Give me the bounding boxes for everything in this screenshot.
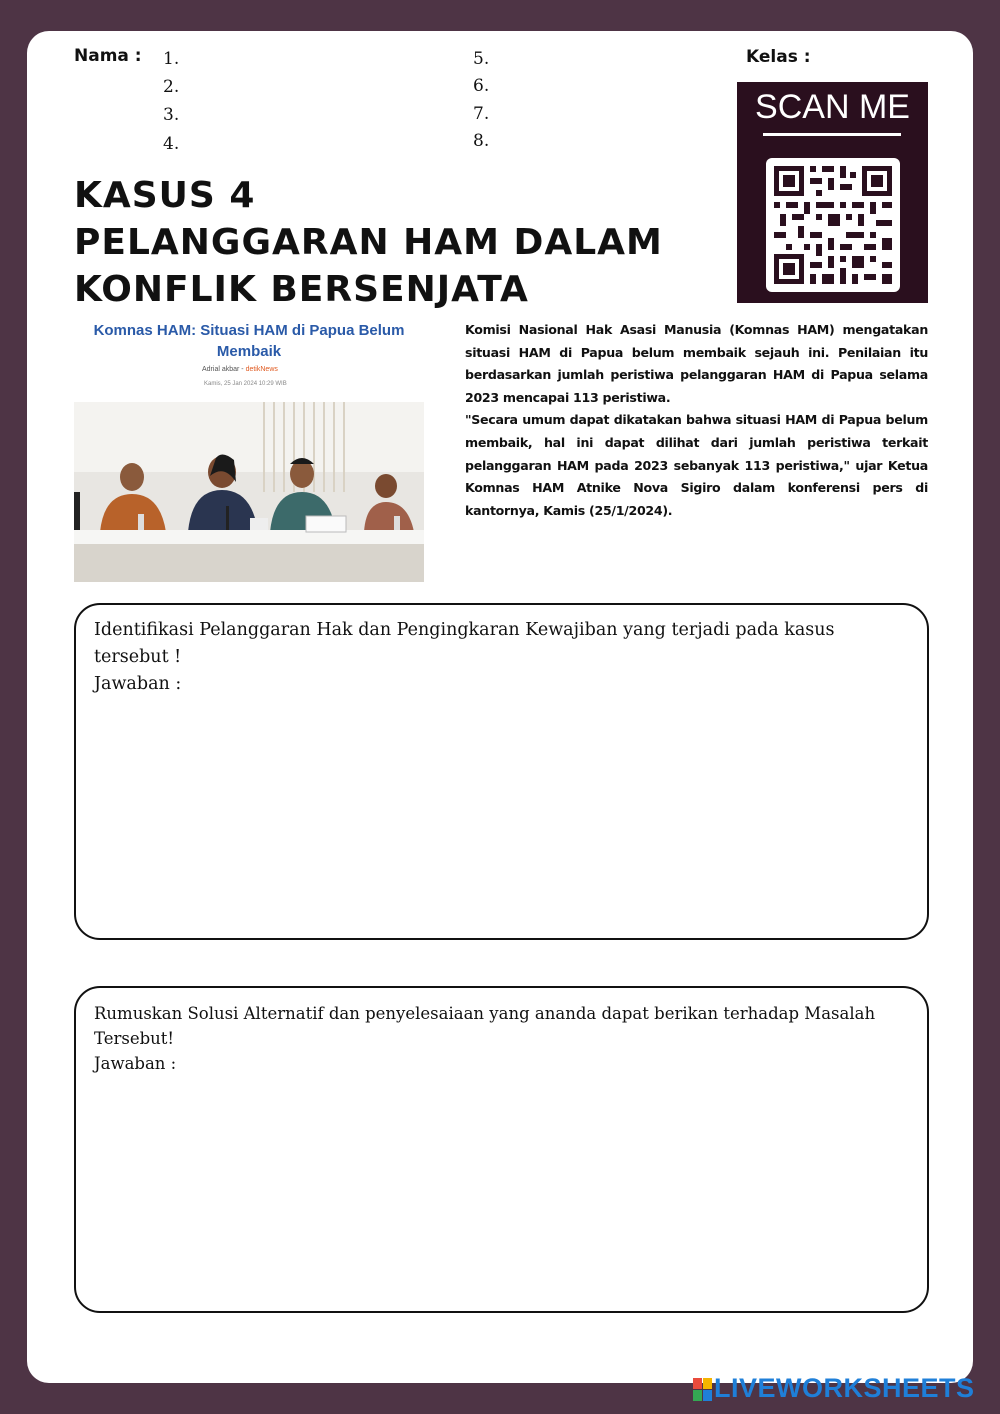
article-paragraph-1: Komisi Nasional Hak Asasi Manusia (Komnas HAM) mengatakan situasi HAM di Papua belum membaik sejauh ini. Penilaian itu berdasarkan jumlah peristiwa pelanggaran HAM di Papua selama 2023 mencapai 113 peristiwa. xyxy=(465,322,928,405)
student-number-4: 4. xyxy=(163,134,180,154)
answer-2-input[interactable] xyxy=(94,1084,903,1291)
news-date: Kamis, 25 Jan 2024 10:29 WIB xyxy=(204,381,287,387)
question-2-text: Rumuskan Solusi Alternatif dan penyelesaiaan yang ananda dapat berikan terhadap Masalah Tersebut! xyxy=(94,1004,876,1048)
news-clipping xyxy=(74,317,428,583)
question-1-text: Identifikasi Pelanggaran Hak dan Pengingkaran Kewajiban yang terjadi pada kasus tersebut ! xyxy=(94,620,835,667)
qr-code-panel[interactable] xyxy=(737,82,928,303)
kelas-label: Kelas : xyxy=(746,47,811,67)
student-number-6: 6. xyxy=(473,76,490,96)
article-text xyxy=(465,319,928,522)
question-2-box xyxy=(74,986,929,1313)
news-author: Adrial akbar - xyxy=(202,366,246,373)
qr-code-icon xyxy=(766,158,900,292)
news-byline xyxy=(202,366,278,373)
nama-label: Nama : xyxy=(74,46,142,66)
title-line-1: KASUS 4 xyxy=(74,175,256,216)
student-number-3: 3. xyxy=(163,105,180,125)
student-number-8: 8. xyxy=(473,131,490,151)
case-title xyxy=(74,172,663,313)
news-headline: Komnas HAM: Situasi HAM di Papua Belum Membaik xyxy=(93,322,405,360)
answer-1-label: Jawaban : xyxy=(94,674,182,694)
press-conference-photo xyxy=(74,402,424,582)
student-number-2: 2. xyxy=(163,77,180,97)
article-paragraph-2: "Secara umum dapat dikatakan bahwa situasi HAM di Papua belum membaik, hal ini dapat dilihat dari jumlah peristiwa terkait pelanggaran HAM pada 2023 sebanyak 113 peristiwa," ujar Ketua Komnas HAM Atnike Nova Sigiro dalam konferensi pers di kantornya, Kamis (25/1/2024). xyxy=(465,412,928,518)
liveworksheets-wordmark: LIVEWORKSHEETS xyxy=(714,1373,975,1403)
question-2 xyxy=(94,1001,903,1076)
title-line-2: PELANGGARAN HAM DALAM xyxy=(74,222,663,263)
news-source: detikNews xyxy=(245,366,278,373)
answer-2-label: Jawaban : xyxy=(94,1054,177,1073)
divider xyxy=(763,133,901,136)
title-line-3: KONFLIK BERSENJATA xyxy=(74,269,529,310)
question-1-box xyxy=(74,603,929,940)
answer-1-input[interactable] xyxy=(94,705,903,918)
scan-me-label: SCAN ME xyxy=(755,88,910,126)
liveworksheets-logo-icon xyxy=(693,1378,713,1402)
student-number-7: 7. xyxy=(473,104,490,124)
student-number-1: 1. xyxy=(163,49,180,69)
question-1 xyxy=(94,617,903,698)
student-number-5: 5. xyxy=(473,49,490,69)
